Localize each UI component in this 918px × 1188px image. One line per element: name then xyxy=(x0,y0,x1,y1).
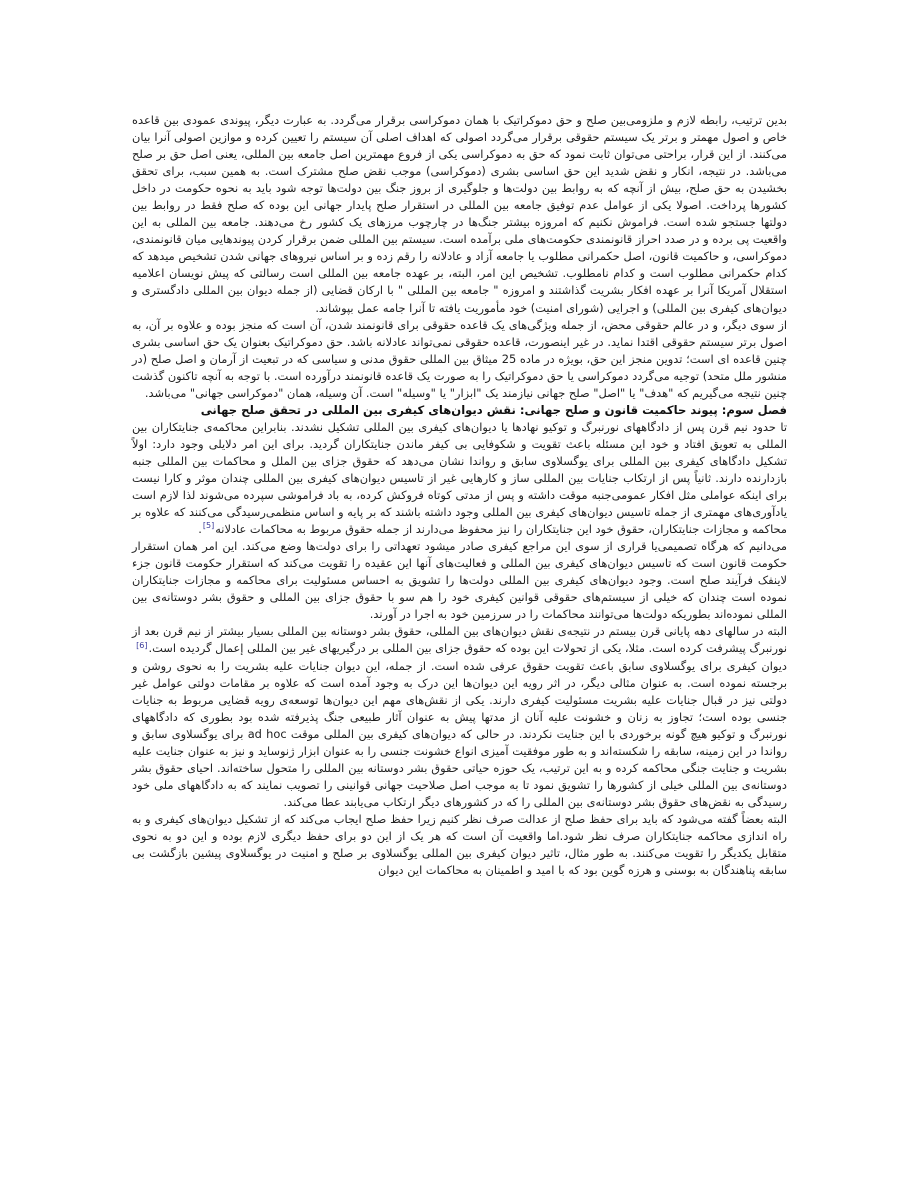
paragraph-3: تا حدود نیم قرن پس از دادگاههای نورنبرگ و توکیو نهادها یا دیوان‌های کیفری بین المللی تشکیل نشدند. بنابراین محاکمه‌ی جنایتکاران بین المللی به تعویق افتاد و خود این مسئله باعث تقویت و شکوفایی بی کیفر ماندن جنایتکاران گردید. برای این امر دلایلی وجود دارد: اولاً تشکیل دادگاهای کیفری بین المللی برای یوگسلاوی سابق و رواندا نشان می‌دهد که حقوق جزای بین الملل و محاکمات بین المللی جنبه بازدارنده دارند. ثانیاً پس از ارتکاب جنایات بین المللی ساز و کارهایی غیر از تاسیس دیوان‌های کیفری بین المللی چندان موثر و کارا نیست برای اینکه عواملی مثل افکار عمومی‌جنبه موقت داشته و پس از مدتی کوتاه فروکش کرده، به باد فراموشی سپرده می‌شوند لذا لازم است یادآوری‌های مهمتری از جمله تاسیس دیوان‌های کیفری بین المللی وجود داشته باشند که بر پایه و اساس منظمی‌رسیدگی می‌کنند که علاوه بر محاکمه و مجازات جنایتکاران، حقوق خود این جنایتکاران را نیز محفوظ می‌دارند از جمله حقوق مربوط به محاکمات عادلانه[5]. xyxy=(132,419,787,537)
paragraph-4: می‌دانیم که هرگاه تصمیمی‌یا قراری از سوی این مراجع کیفری صادر میشود تعهداتی را برای دولت‌ها وضع می‌کند. این امر همان استقرار حکومت قانون است که تاسیس دیوان‌های کیفری بین المللی و فعالیت‌های آنها این عقیده را تقویت می‌کند که استقرار حکومت قانون جزء لاینفک فرآیند صلح است. وجود دیوان‌های کیفری بین المللی دولت‌ها را تشویق به احساس مسئولیت برای محاکمه و مجازات جنایتکاران نموده است چندان که خیلی از سیستم‌های حقوقی قوانین کیفری خود را هم سو با حقوق جزای بین المللی و حقوق بشر دوستانه‌ی بین المللی نموده‌اند بطوریکه دولت‌ها می‌توانند محاکمات را در سرزمین خود به اجرا در آورند. xyxy=(132,539,787,622)
paragraph-7: البته بعضاً گفته می‌شود که باید برای حفظ صلح از عدالت صرف نظر کنیم زیرا حفظ صلح ایجاب می‌کند که از تشکیل دیوان‌های کیفری و به راه اندازی محاکمه جنایتکاران صرف نظر شود.اما واقعیت آن است که هر یک از این دو برای حفظ دیگری لازم بوده و این دو به نحوی متقابل یکدیگر را تقویت می‌کنند. به طور مثال، تاثیر دیوان کیفری بین المللی یوگسلاوی بر صلح و امنیت در یوگسلاوی پیشین بازگشت بی سابقه پناهندگان به بوسنی و هرزه گوین بود که با امید و اطمینان به محاکمات این دیوان xyxy=(132,811,787,878)
paragraph-6: دیوان کیفری برای یوگسلاوی سابق باعث تقویت حقوق عرفی شده است. از جمله، این دیوان جنایات علیه بشریت را به نحوی روشن و برجسته نموده است. به عنوان مثالی دیگر، در اثر رویه این دیوان‌ها این درک به وجود آمده است که علاوه بر مقامات دولتی عوامل غیر دولتی نیز در قبال جنایات علیه بشریت مسئولیت کیفری دارند. یکی از نقش‌های مهم این دیوان‌ها توسعه‌ی رویه قضایی مربوط به جنایات جنسی بوده است؛ تجاوز به زنان و خشونت علیه آنان از مدتها پیش به عنوان آثار طبیعی جنگ پذیرفته شده بود بطوری که دادگاههای نورنبرگ و توکیو هیچ گونه برخوردی با این جنایت نکردند. در حالی که دیوان‌های کیفری بین المللی موقت ad hoc برای یوگسلاوی سابق و رواندا در این زمینه، سابقه را شکسته‌اند و به طور موفقیت آمیزی انواع خشونت جنسی را به عنوان ابزار ژنوساید و نیز به عنوان جنایت علیه بشریت و جنایت جنگی محاکمه کرده و به این ترتیب، یک حوزه حیاتی حقوق بشر دوستانه بین المللی را متحول ساخته‌اند. احیای حقوق بشر دوستانه‌ی بین المللی خیلی از کشورها را تشویق نمود تا به موجب اصل صلاحیت جهانی قوانینی را تصویب نمایند که به دادگاههای ملی خود رسیدگی به نقض‌های حقوق بشر دوستانه‌ی بین المللی را که در کشورهای دیگر ارتکاب می‌یابند عطا می‌کند. xyxy=(132,658,787,809)
paragraph-5-text: البته در سالهای دهه پایانی قرن بیستم در نتیجه‌ی نقش دیوان‌های بین المللی، حقوق بشر دوستانه بین المللی بسیار بیشتر از نیم قرن بعد از نورنبرگ پیشرفت کرده است. مثلا، یکی از تحولات این بوده که حقوق جزای بین المللی بر درگیریهای غیر بین المللی إعمال گردیده است. xyxy=(132,624,787,656)
paragraph-5: البته در سالهای دهه پایانی قرن بیستم در نتیجه‌ی نقش دیوان‌های بین المللی، حقوق بشر دوستانه بین المللی بسیار بیشتر از نیم قرن بعد از نورنبرگ پیشرفت کرده است. مثلا، یکی از تحولات این بوده که حقوق جزای بین المللی بر درگیریهای غیر بین المللی إعمال گردیده است.[6] xyxy=(132,624,787,656)
paragraph-3-end: . xyxy=(198,522,202,537)
paragraph-1: بدین ترتیب، رابطه لازم و ملزومی‌بین صلح و حق دموکراتیک با همان دموکراسی برقرار می‌گردد. به عبارت دیگر، پیوندی عمودی بین قاعده خاص و اصول مهمتر و برتر یک سیستم حقوقی برقرار می‌گردد اصولی که اهداف اصلی آن سیستم را تعیین کرده و موازین اصولی آنرا بیان می‌کنند. از این قرار، براحتی می‌توان ثابت نمود که حق به دموکراسی یکی از فروع مهمترین اصل جامعه بین المللی، یعنی اصل حق بر صلح می‌باشد. در نتیجه، انکار و نقض شدید این حق اساسی بشری (دموکراسی) موجب نقض صلح مشترک است. به همین سبب، برای تحقق بخشیدن به حق صلح، بیش از آنچه که به روابط بین دولت‌ها و جلوگیری از بروز جنگ بین دولت‌ها توجه شود باید به نحوه حکومت در داخل کشورها پرداخت. اصولا یکی از عوامل عدم توفیق جامعه بین المللی در استقرار صلح پایدار جهانی این بوده که صلح فقط در روابط بین دولتها جستجو شده است. فراموش نکنیم که امروزه بیشتر جنگ‌ها در چارچوب مرزهای یک کشور رخ می‌دهند. جامعه بین المللی به این واقعیت پی برده و در صدد احراز قانونمندی حکومت‌های ملی برآمده است. سیستم بین المللی ضمن برقرار کردن پیوندهایی میان قانونمندی، دموکراسی، و حاکمیت قانون، اصل حکمرانی مطلوب یا جامعه آزاد و عادلانه را رقم زده و بر اساس نیروهای جهانی شدن تشخیص میدهد که کدام حکمرانی مطلوب است و کدام نامطلوب. تشخیص این امر، البته، بر عهده جامعه بین المللی است رسالتی که پیش نویسان اعلامیه استقلال آمریکا آنرا بر عهده افکار بشریت گذاشتند و امروزه " جامعه بین المللی " با ارکان قضایی (از جمله دیوان بین المللی دادگستری و دیوان‌های کیفری بین المللی) و اجرایی (شورای امنیت) خود مأموریت یافته تا آنرا جامه عمل بپوشاند. xyxy=(132,113,787,315)
document-body xyxy=(132,112,787,879)
paragraph-2: از سوی دیگر، و در عالم حقوقی محض، از جمله ویژگی‌های یک قاعده حقوقی برای قانونمند شدن، آن است که منجز بوده و علاوه بر آن، به اصول برتر سیستم حقوقی اقتدا نماید. در غیر اینصورت، قاعده حقوقی نمی‌تواند عادلانه باشد. حق دموکراتیک بعنوان یک حق اساسی بشری چنین قاعده ای است؛ تدوین منجز این حق، بویژه در ماده 25 میثاق بین المللی حقوق مدنی و سیاسی که در تبعیت از آرمان و اصل صلح (در منشور ملل متحد) توجیه می‌گردد دموکراسی یا حق دموکراتیک را به صورت یک قاعده قانونمند درآورده است. با توجه به آنچه تاکنون گذشت چنین نتیجه می‌گیریم که "هدف" یا "اصل" صلح جهانی نیازمند یک "ابزار" یا "وسیله" است. آن وسیله، همان "دموکراسی جهانی" می‌باشد. xyxy=(132,317,787,400)
section-heading: فصل سوم: پیوند حاکمیت قانون و صلح جهانی: نقش دیوان‌های کیفری بین المللی در تحقق صلح جهانی xyxy=(200,402,787,417)
paragraph-3-text: تا حدود نیم قرن پس از دادگاههای نورنبرگ و توکیو نهادها یا دیوان‌های کیفری بین المللی تشکیل نشدند. بنابراین محاکمه‌ی جنایتکاران بین المللی به تعویق افتاد و خود این مسئله باعث تقویت و شکوفایی بی کیفر ماندن جنایتکاران گردید. برای این امر دلایلی وجود دارد: اولاً تشکیل دادگاهای کیفری بین المللی برای یوگسلاوی سابق و رواندا نشان می‌دهد که حقوق جزای بین الملل و محاکمات بین المللی جنبه بازدارنده دارند. ثانیاً پس از ارتکاب جنایات بین المللی ساز و کارهایی غیر از تاسیس دیوان‌های کیفری بین المللی چندان موثر و کارا نیست برای اینکه عواملی مثل افکار عمومی‌جنبه موقت داشته و پس از مدتی کوتاه فروکش کرده، به باد فراموشی سپرده می‌شوند لذا لازم است یادآوری‌های مهمتری از جمله تاسیس دیوان‌های کیفری بین المللی وجود داشته باشند که بر پایه و اساس منظمی‌رسیدگی می‌کنند که علاوه بر محاکمه و مجازات جنایتکاران، حقوق خود این جنایتکاران را نیز محفوظ می‌دارند از جمله حقوق مربوط به محاکمات عادلانه xyxy=(132,419,787,537)
